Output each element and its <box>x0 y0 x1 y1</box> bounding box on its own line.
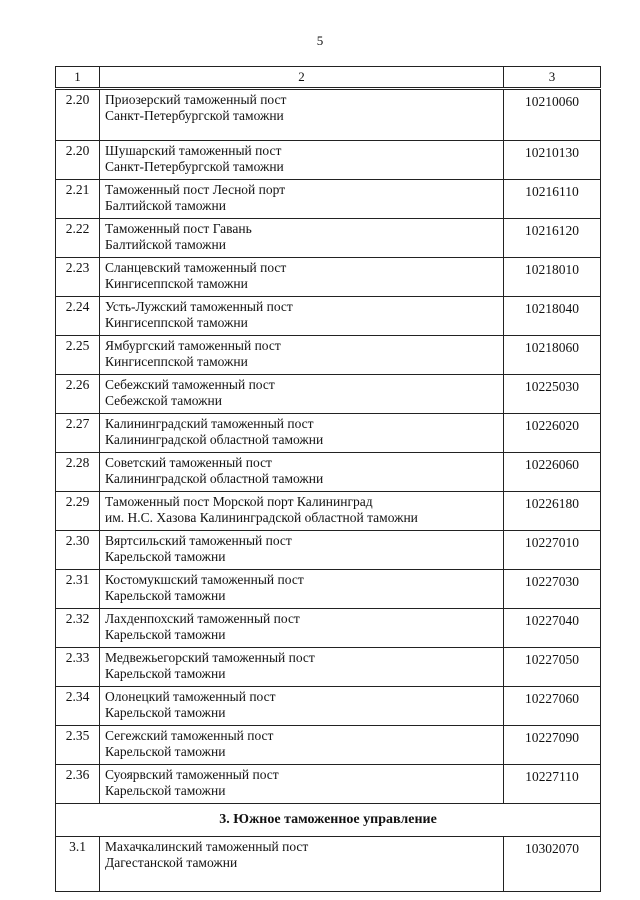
post-name <box>100 258 504 297</box>
row-number: 2.32 <box>56 609 100 648</box>
post-code: 10226180 <box>504 492 601 531</box>
post-name-line-2: Карельской таможни <box>105 744 226 759</box>
post-code: 10227110 <box>504 765 601 804</box>
post-name-line-1: Таможенный пост Лесной порт <box>105 182 286 197</box>
post-code: 10210130 <box>504 141 601 180</box>
post-name-line-1: Ямбургский таможенный пост <box>105 338 281 353</box>
post-name-line-2: Балтийской таможни <box>105 198 226 213</box>
table-row <box>56 687 601 726</box>
post-code: 10226060 <box>504 453 601 492</box>
header-col-3: 3 <box>504 67 601 89</box>
post-code: 10227090 <box>504 726 601 765</box>
table-row <box>56 609 601 648</box>
table-header-row <box>56 67 601 89</box>
post-name-line-2: Карельской таможни <box>105 666 226 681</box>
post-name <box>100 531 504 570</box>
post-name-line-2: Калининградской областной таможни <box>105 432 324 447</box>
post-name-line-2: Карельской таможни <box>105 549 226 564</box>
post-name-line-1: Таможенный пост Морской порт Калининград <box>105 494 373 509</box>
table-row <box>56 837 601 892</box>
post-name-line-1: Сегежский таможенный пост <box>105 728 274 743</box>
post-name-line-2: Себежской таможни <box>105 393 222 408</box>
post-name-line-1: Приозерский таможенный пост <box>105 92 287 107</box>
table-row <box>56 765 601 804</box>
row-number: 2.34 <box>56 687 100 726</box>
post-name <box>100 375 504 414</box>
table-row <box>56 453 601 492</box>
table-row <box>56 414 601 453</box>
post-code: 10227060 <box>504 687 601 726</box>
post-name-line-2: Дагестанской таможни <box>105 855 238 870</box>
post-name-line-2: Кингисеппской таможни <box>105 354 248 369</box>
post-name-line-1: Шушарский таможенный пост <box>105 143 282 158</box>
post-code: 10210060 <box>504 89 601 141</box>
table-row <box>56 492 601 531</box>
post-name-line-2: Кингисеппской таможни <box>105 276 248 291</box>
section-heading: 3. Южное таможенное управление <box>56 804 601 837</box>
table-row <box>56 375 601 414</box>
post-code: 10218060 <box>504 336 601 375</box>
table-row <box>56 89 601 141</box>
row-number: 3.1 <box>56 837 100 892</box>
table-row <box>56 141 601 180</box>
table-row <box>56 336 601 375</box>
post-name-line-2: им. Н.С. Хазова Калининградской областной таможни <box>105 510 418 525</box>
row-number: 2.27 <box>56 414 100 453</box>
post-name-line-1: Олонецкий таможенный пост <box>105 689 276 704</box>
row-number: 2.31 <box>56 570 100 609</box>
post-name <box>100 297 504 336</box>
post-name <box>100 336 504 375</box>
post-name <box>100 765 504 804</box>
post-name <box>100 609 504 648</box>
row-number: 2.35 <box>56 726 100 765</box>
post-code: 10227050 <box>504 648 601 687</box>
post-name-line-1: Советский таможенный пост <box>105 455 272 470</box>
row-number: 2.22 <box>56 219 100 258</box>
post-name-line-2: Балтийской таможни <box>105 237 226 252</box>
post-name-line-1: Таможенный пост Гавань <box>105 221 252 236</box>
table-row <box>56 219 601 258</box>
post-name-line-1: Медвежьегорский таможенный пост <box>105 650 315 665</box>
row-number: 2.36 <box>56 765 100 804</box>
post-name-line-1: Вяртсильский таможенный пост <box>105 533 292 548</box>
post-name <box>100 726 504 765</box>
post-name <box>100 837 504 892</box>
post-code: 10218010 <box>504 258 601 297</box>
table-row <box>56 180 601 219</box>
post-name-line-1: Лахденпохский таможенный пост <box>105 611 300 626</box>
post-name-line-2: Калининградской областной таможни <box>105 471 324 486</box>
post-name-line-2: Карельской таможни <box>105 705 226 720</box>
post-name <box>100 219 504 258</box>
post-name-line-1: Махачкалинский таможенный пост <box>105 839 309 854</box>
row-number: 2.33 <box>56 648 100 687</box>
row-number: 2.28 <box>56 453 100 492</box>
row-number: 2.20 <box>56 141 100 180</box>
row-number: 2.24 <box>56 297 100 336</box>
post-code: 10218040 <box>504 297 601 336</box>
post-name-line-2: Карельской таможни <box>105 588 226 603</box>
table-row <box>56 258 601 297</box>
post-name <box>100 414 504 453</box>
post-code: 10216120 <box>504 219 601 258</box>
post-name <box>100 89 504 141</box>
row-number: 2.29 <box>56 492 100 531</box>
row-number: 2.30 <box>56 531 100 570</box>
post-code: 10227040 <box>504 609 601 648</box>
page-number: 5 <box>316 33 324 48</box>
header-col-2: 2 <box>100 67 504 89</box>
post-name-line-2: Санкт-Петербургской таможни <box>105 108 284 123</box>
customs-posts-table <box>55 66 601 892</box>
post-name-line-1: Усть-Лужский таможенный пост <box>105 299 293 314</box>
post-name <box>100 180 504 219</box>
row-number: 2.23 <box>56 258 100 297</box>
post-name-line-2: Карельской таможни <box>105 783 226 798</box>
post-name-line-2: Карельской таможни <box>105 627 226 642</box>
post-name-line-2: Санкт-Петербургской таможни <box>105 159 284 174</box>
section-heading-row <box>56 804 601 837</box>
table-row <box>56 531 601 570</box>
post-name <box>100 570 504 609</box>
post-name <box>100 687 504 726</box>
post-code: 10227010 <box>504 531 601 570</box>
row-number: 2.20 <box>56 89 100 141</box>
post-code: 10226020 <box>504 414 601 453</box>
post-code: 10216110 <box>504 180 601 219</box>
post-name-line-1: Калининградский таможенный пост <box>105 416 314 431</box>
post-name-line-1: Суоярвский таможенный пост <box>105 767 279 782</box>
post-code: 10227030 <box>504 570 601 609</box>
post-name-line-2: Кингисеппской таможни <box>105 315 248 330</box>
table-row <box>56 297 601 336</box>
header-col-1: 1 <box>56 67 100 89</box>
post-name <box>100 492 504 531</box>
post-name <box>100 648 504 687</box>
row-number: 2.25 <box>56 336 100 375</box>
post-code: 10302070 <box>504 837 601 892</box>
post-name <box>100 453 504 492</box>
post-name-line-1: Сланцевский таможенный пост <box>105 260 287 275</box>
row-number: 2.21 <box>56 180 100 219</box>
post-name <box>100 141 504 180</box>
post-name-line-1: Костомукшский таможенный пост <box>105 572 304 587</box>
row-number: 2.26 <box>56 375 100 414</box>
post-code: 10225030 <box>504 375 601 414</box>
table-row <box>56 570 601 609</box>
table-row <box>56 648 601 687</box>
post-name-line-1: Себежский таможенный пост <box>105 377 275 392</box>
table-row <box>56 726 601 765</box>
